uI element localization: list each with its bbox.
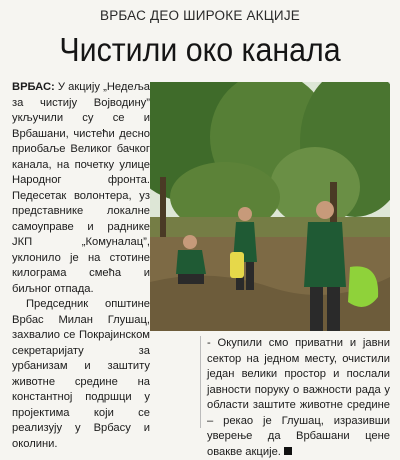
article-column-left <box>12 80 150 452</box>
article-paragraph-3 <box>207 336 390 460</box>
volunteers-cleanup-photo <box>150 82 390 331</box>
article-photo <box>150 82 390 331</box>
article-paragraph-2: Председник општине Врбас Милан Глушац, захвалио се Покрајинском секретаријату за урбанизам и заштиту животне средине на константној подршци у пројектима који се реализују у Врбасу и околини. <box>12 298 150 450</box>
end-mark <box>284 447 292 455</box>
tree-canopy <box>270 147 360 227</box>
grass <box>150 217 390 237</box>
article-column-right <box>207 336 390 460</box>
article-paragraph-1 <box>12 80 150 297</box>
article-kicker: ВРБАС ДЕО ШИРОКЕ АКЦИЈЕ <box>100 8 300 23</box>
paragraph-3-text: - Окупили смо приватни и јавни сектор на једном месту, очистили један велики простор и послали јавности поруку о важности рада у области заштите животне средине – рекао је Глушац, изразивши уверење да Врбашани цене овакве акције. <box>207 337 390 458</box>
trash-bag <box>230 252 244 278</box>
dateline: ВРБАС: <box>12 81 55 93</box>
paragraph-1-text: У акцију „Недеља за чистију Војводину” укључили су се и Врбашани, чистећи десно приобаље Великог бачког канала, на почетку улице Народног фронта. Педесетак волонтера, уз представнике локалне самоуправе и раднике ЈКП „Комуналац”, уклонило је на стотине килограма смећа и биљног отпада. <box>12 81 150 295</box>
column-divider <box>200 336 201 428</box>
article-headline: Чистили око канала <box>59 31 341 68</box>
tree-trunk <box>160 177 166 237</box>
